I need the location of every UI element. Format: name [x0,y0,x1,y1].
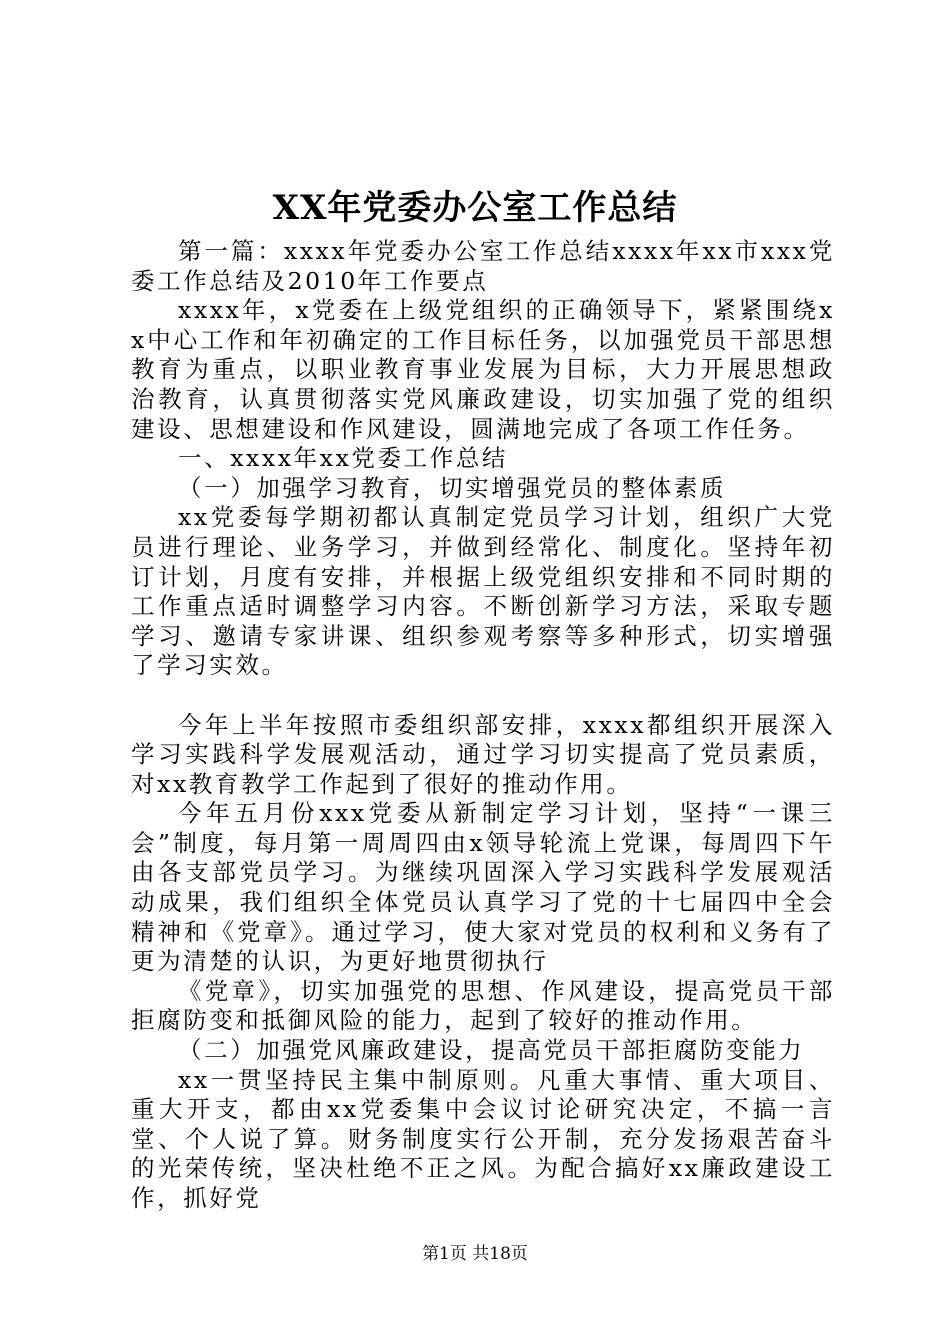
paragraph: xxxx年，x党委在上级党组织的正确领导下，紧紧围绕xx中心工作和年初确定的工作目标任务，以加强党员干部思想教育为重点，以职业教育事业发展为目标，大力开展思想政治教育，认真贯彻落实党风廉政建设，切实加强了党的组织建设、思想建设和作风建设，圆满地完成了各项工作任务。 [131,296,835,443]
paragraph: 第一篇：xxxx年党委办公室工作总结xxxx年xx市xxx党委工作总结及2010年工作要点 [131,237,835,295]
document-body [131,237,835,1214]
page-footer: 第1页 共18页 [422,1244,528,1264]
paragraph: 今年上半年按照市委组织部安排，xxxx都组织开展深入学习实践科学发展观活动，通过学习切实提高了党员素质，对xx教育教学工作起到了很好的推动作用。 [131,710,835,798]
section-heading: 一、xxxx年xx党委工作总结 [178,444,509,473]
paragraph: 《党章》，切实加强党的思想、作风建设，提高党员干部拒腐防变和抵御风险的能力，起到了较好的推动作用。 [131,976,835,1035]
document-title: XX年党委办公室工作总结 [272,188,678,228]
paragraph: xx党委每学期初都认真制定党员学习计划，组织广大党员进行理论、业务学习，并做到经常化、制度化。坚持年初订计划，月度有安排，并根据上级党组织安排和不同时期的工作重点适时调整学习内容。不断创新学习方法，采取专题学习、邀请专家讲课、组织参观考察等多种形式，切实增强了学习实效。 [131,503,835,680]
subsection-heading: （二）加强党风廉政建设，提高党员干部拒腐防变能力 [178,1036,805,1065]
subsection-heading: （一）加强学习教育，切实增强党员的整体素质 [178,473,727,502]
paragraph: xx一贯坚持民主集中制原则。凡重大事情、重大项目、重大开支，都由xx党委集中会议讨论研究决定，不搞一言堂、个人说了算。财务制度实行公开制，充分发扬艰苦奋斗的光荣传统，坚决杜绝不正之风。为配合搞好xx廉政建设工作，抓好党 [131,1065,835,1212]
paragraph: 今年五月份xxx党委从新制定学习计划，坚持“一课三会”制度，每月第一周周四由x领导轮流上党课，每周四下午由各支部党员学习。为继续巩固深入学习实践科学发展观活动成果，我们组织全体党员认真学习了党的十七届四中全会精神和《党章》。通过学习，使大家对党员的权利和义务有了更为清楚的认识，为更好地贯彻执行 [131,799,835,976]
